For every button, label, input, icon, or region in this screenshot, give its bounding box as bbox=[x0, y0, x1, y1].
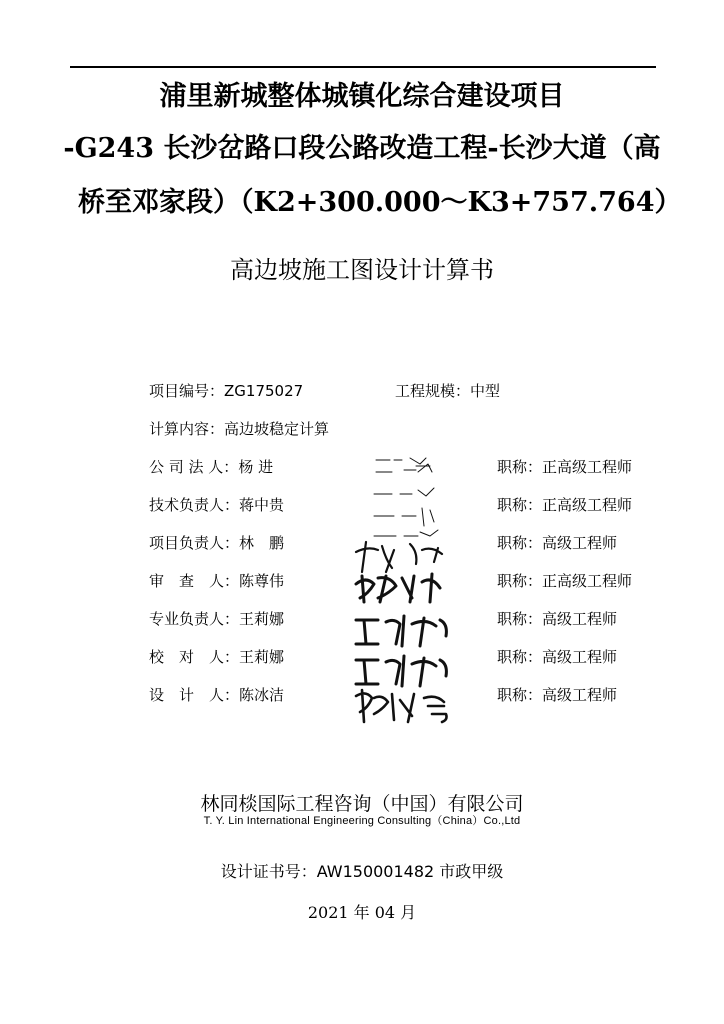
company-name-cn: 林同棪国际工程咨询（中国）有限公司 bbox=[200, 793, 524, 815]
calc-content-value: 高边坡稳定计算 bbox=[224, 420, 330, 438]
signatures-image bbox=[352, 448, 467, 728]
signature-block-small bbox=[374, 458, 438, 536]
personnel-row bbox=[149, 609, 284, 629]
personnel-title: 职称：正高级工程师 bbox=[497, 458, 633, 476]
project-number-value: ZG175027 bbox=[224, 382, 304, 400]
personnel-title: 职称：高级工程师 bbox=[497, 686, 618, 704]
personnel-label: 专业负责人： bbox=[149, 610, 240, 628]
personnel-name: 蒋中贵 bbox=[239, 496, 285, 514]
personnel-label: 审 查 人： bbox=[149, 572, 240, 590]
title-line-2: -G243 长沙岔路口段公路改造工程-长沙大道（高 bbox=[63, 133, 661, 164]
project-scale-value: 中型 bbox=[470, 382, 501, 400]
personnel-row bbox=[149, 571, 284, 591]
title-line-1: 浦里新城整体城镇化综合建设项目 bbox=[159, 81, 565, 112]
signature-chen-zunwei bbox=[356, 574, 440, 602]
calc-content-label: 计算内容： bbox=[149, 420, 225, 438]
personnel-label: 技术负责人： bbox=[149, 496, 240, 514]
signature-lin-peng bbox=[356, 542, 442, 572]
personnel-name: 林 鹏 bbox=[239, 534, 285, 552]
personnel-name: 王莉娜 bbox=[239, 648, 285, 666]
certificate-number: 设计证书号：AW150001482 市政甲级 bbox=[220, 862, 504, 881]
personnel-label: 项目负责人： bbox=[149, 534, 240, 552]
personnel-title: 职称：正高级工程师 bbox=[497, 496, 633, 514]
top-rule bbox=[70, 66, 656, 68]
personnel-row bbox=[149, 533, 284, 553]
signature-wang-lina-2 bbox=[356, 656, 446, 686]
personnel-label: 设 计 人： bbox=[149, 686, 240, 704]
project-scale-label: 工程规模： bbox=[395, 382, 471, 400]
personnel-row bbox=[149, 495, 284, 515]
signature-wang-lina-1 bbox=[356, 616, 446, 646]
signature-chen-bingjie bbox=[356, 690, 447, 722]
document-date: 2021 年 04 月 bbox=[307, 903, 417, 922]
personnel-row bbox=[149, 457, 273, 477]
project-number-label: 项目编号： bbox=[149, 382, 225, 400]
personnel-row bbox=[149, 685, 284, 705]
personnel-name: 陈尊伟 bbox=[239, 572, 285, 590]
personnel-label: 校 对 人： bbox=[149, 648, 240, 666]
project-scale bbox=[395, 381, 500, 401]
personnel-label: 公 司 法 人： bbox=[149, 458, 239, 476]
project-number bbox=[149, 381, 303, 401]
personnel-title: 职称：正高级工程师 bbox=[497, 572, 633, 590]
personnel-title: 职称：高级工程师 bbox=[497, 534, 618, 552]
personnel-row bbox=[149, 647, 284, 667]
document-subtitle: 高边坡施工图设计计算书 bbox=[230, 256, 494, 284]
calc-content bbox=[149, 419, 329, 439]
personnel-title: 职称：高级工程师 bbox=[497, 610, 618, 628]
title-line-3: 桥至邓家段）（K2+300.000～K3+757.764） bbox=[78, 187, 682, 218]
company-name-en: T. Y. Lin International Engineering Consulting（China）Co.,Ltd bbox=[203, 815, 521, 827]
personnel-title: 职称：高级工程师 bbox=[497, 648, 618, 666]
personnel-name: 杨 进 bbox=[238, 458, 274, 476]
personnel-name: 王莉娜 bbox=[239, 610, 285, 628]
personnel-name: 陈冰洁 bbox=[239, 686, 285, 704]
